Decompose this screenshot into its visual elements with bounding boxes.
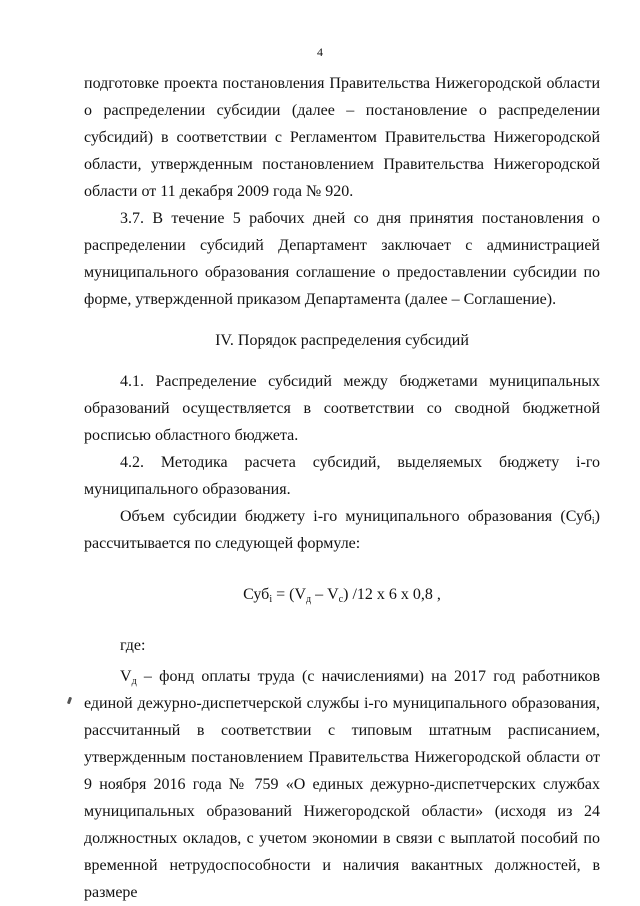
- formula-lhs: Суб: [243, 586, 270, 603]
- formula-minus: – V: [311, 586, 339, 603]
- paragraph-4-2: 4.2. Методика расчета субсидий, выделяемых бюджету i-го муниципального образования.: [84, 454, 600, 498]
- v-subscript: д: [131, 676, 137, 687]
- paragraph-v-definition: [84, 663, 600, 906]
- paragraph-subsidy-volume: [84, 503, 600, 557]
- section-heading: IV. Порядок распределения субсидий: [215, 332, 469, 349]
- paragraph-3-7: 3.7. В течение 5 рабочих дней со дня принятия постановления о распределении субсидий Департамент заключает с администрацией муниципального образования соглашение о предоставлении субсидии по форме, утвержденной приказом Департамента (далее – Соглашение).: [84, 210, 600, 308]
- subsidy-volume-text-end: ) рассчитывается по следующей формуле:: [84, 508, 600, 552]
- where-label: где:: [120, 637, 146, 654]
- subsidy-volume-text-start: Объем субсидии бюджету i-го муниципального образования (Суб: [120, 508, 592, 525]
- v-symbol: V: [120, 668, 132, 685]
- page-number: 4: [317, 45, 323, 59]
- formula: [84, 581, 600, 608]
- formula-v1-subscript: д: [306, 594, 312, 605]
- formula-v2-subscript: с: [338, 594, 344, 605]
- v-definition-text: – фонд оплаты труда (с начислениями) на 2017 год работников единой дежурно-диспетчерской службы i-го муниципального образования, рассчитанный в соответствии с типовым штатным расписанием, утвержденным постановлением Правительства Нижегородской области от 9 ноября 2016 года № 759 «О единых дежурно-диспетчерских службах муниципальных образований Нижегородской области» (исходя из 24 должностных окладов, с учетом экономии в связи с выплатой пособий по временной нетрудоспособности и наличия вакантных должностей, в размере: [84, 668, 600, 901]
- formula-lhs-subscript: i: [269, 594, 273, 605]
- paragraph-continuation: подготовке проекта постановления Правительства Нижегородской области о распределении субсидии (далее – постановление о распределении субсидий) в соответствии с Регламентом Правительства Нижегородской области, утвержденным постановлением Правительства Нижегородской области от 11 декабря 2009 года № 920.: [84, 75, 600, 200]
- subsidy-volume-subscript: i: [591, 516, 595, 527]
- formula-eq-open: = (V: [272, 586, 306, 603]
- document-body: [84, 70, 600, 906]
- formula-rest: ) /12 х 6 х 0,8 ,: [343, 586, 441, 603]
- margin-pen-mark: [67, 697, 72, 705]
- paragraph-4-1: 4.1. Распределение субсидий между бюджетами муниципальных образований осуществляется в соответствии со сводной бюджетной росписью областного бюджета.: [84, 373, 600, 444]
